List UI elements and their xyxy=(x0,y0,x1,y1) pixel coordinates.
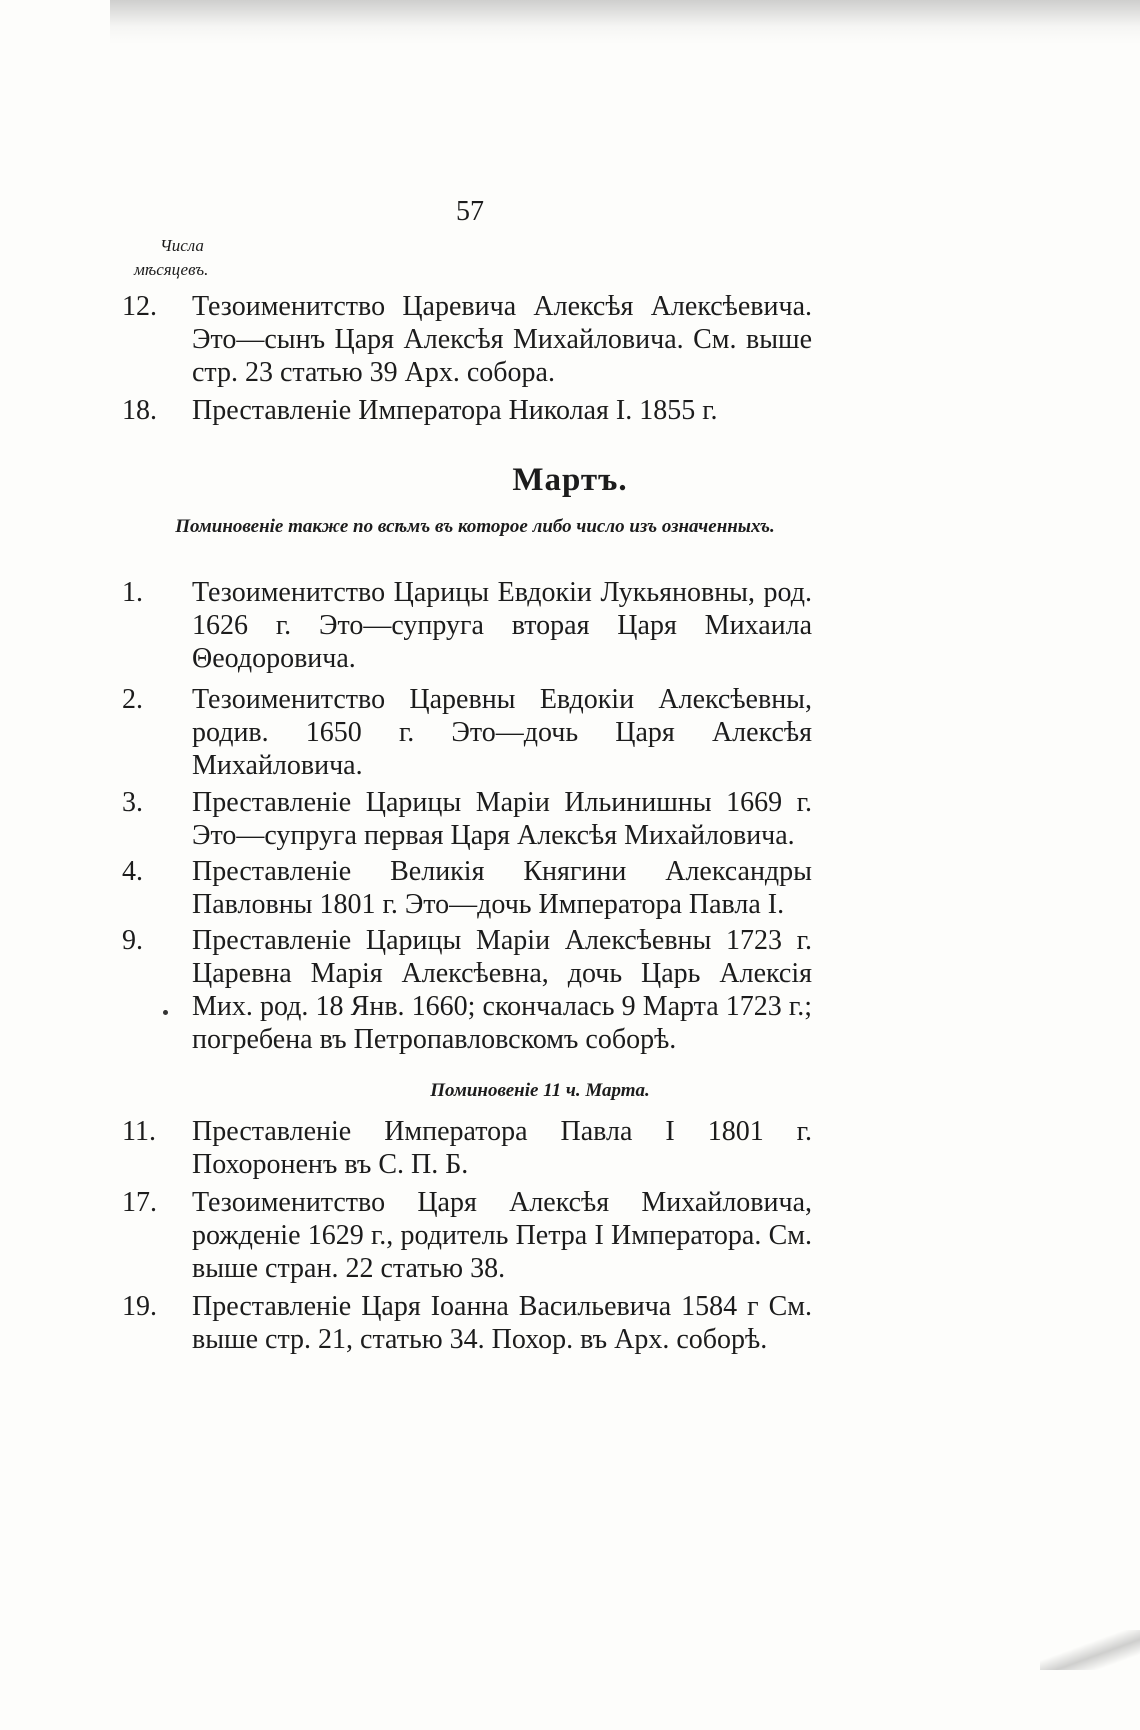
section-subheading-11: Поминовеніе 11 ч. Марта. xyxy=(430,1080,650,1101)
entry-number: 3. xyxy=(122,787,143,818)
list-item xyxy=(122,394,812,427)
entry-number: 19. xyxy=(122,1291,157,1322)
entry-text: Тезоименитство Царевича Алексѣя Алексѣевича. Это—сынъ Царя Алексѣя Михайловича. См. выше стр. 23 статью 39 Арх. собора. xyxy=(192,291,812,388)
entry-number: 12. xyxy=(122,291,157,322)
list-item xyxy=(122,290,812,389)
entry-text: Преставленіе Императора Павла I 1801 г. Похороненъ въ С. П. Б. xyxy=(192,1116,812,1180)
entry-text: Преставленіе Царицы Маріи Ильинишны 1669 г. Это—супруга первая Царя Алексѣя Михайловича. xyxy=(192,787,812,851)
entry-text: Преставленіе Царицы Маріи Алексѣевны 1723 г. Царевна Марія Алексѣевна, дочь Царь Алексія Мих. род. 18 Янв. 1660; скончалась 9 Марта 1723 г.; погребена въ Петропавловскомъ соборѣ. xyxy=(192,925,812,1055)
margin-note-line: мѣсяцевъ. xyxy=(134,260,209,279)
entry-number: 9. xyxy=(122,925,143,956)
entry-number: 2. xyxy=(122,684,143,715)
list-item xyxy=(122,855,812,921)
scan-mark xyxy=(1040,1630,1140,1670)
entry-text: Тезоименитство Царя Алексѣя Михайловича, рожденіе 1629 г., родитель Петра I Императора. См. выше стран. 22 статью 38. xyxy=(192,1187,812,1284)
entry-text: Тезоименитство Царицы Евдокіи Лукьяновны, род. 1626 г. Это—супруга вторая Царя Михаила Θеодоровича. xyxy=(192,577,812,674)
entry-number: 11. xyxy=(122,1116,156,1147)
entry-text: Преставленіе Императора Николая I. 1855 г. xyxy=(192,395,718,426)
entry-text: Преставленіе Царя Іоанна Васильевича 1584 г См. выше стр. 21, статью 34. Похор. въ Арх. соборѣ. xyxy=(192,1291,812,1355)
scan-smudge xyxy=(110,0,1140,44)
list-item xyxy=(122,1186,812,1285)
list-item xyxy=(122,683,812,782)
entry-number: 18. xyxy=(122,395,157,426)
entry-number: 1. xyxy=(122,577,143,608)
section-subheading: Поминовеніе также по всѣмъ въ которое либо число изъ означенныхъ. xyxy=(175,516,775,537)
list-item xyxy=(122,1290,812,1356)
margin-note-line: Числа xyxy=(160,236,204,255)
entry-number: 4. xyxy=(122,856,143,887)
list-item xyxy=(122,1115,812,1181)
entry-text: Преставленіе Великія Княгини Александры Павловны 1801 г. Это—дочь Императора Павла I. xyxy=(192,856,812,920)
page-number: 57 xyxy=(456,196,484,227)
list-item xyxy=(122,924,812,1056)
entry-text: Тезоименитство Царевны Евдокіи Алексѣевны, родив. 1650 г. Это—дочь Царя Алексѣя Михайловича. xyxy=(192,684,812,781)
margin-note xyxy=(134,234,208,282)
list-item xyxy=(122,786,812,852)
section-heading-march: Мартъ. xyxy=(512,462,628,498)
print-speck xyxy=(163,1010,168,1015)
list-item xyxy=(122,576,812,675)
entry-number: 17. xyxy=(122,1187,157,1218)
